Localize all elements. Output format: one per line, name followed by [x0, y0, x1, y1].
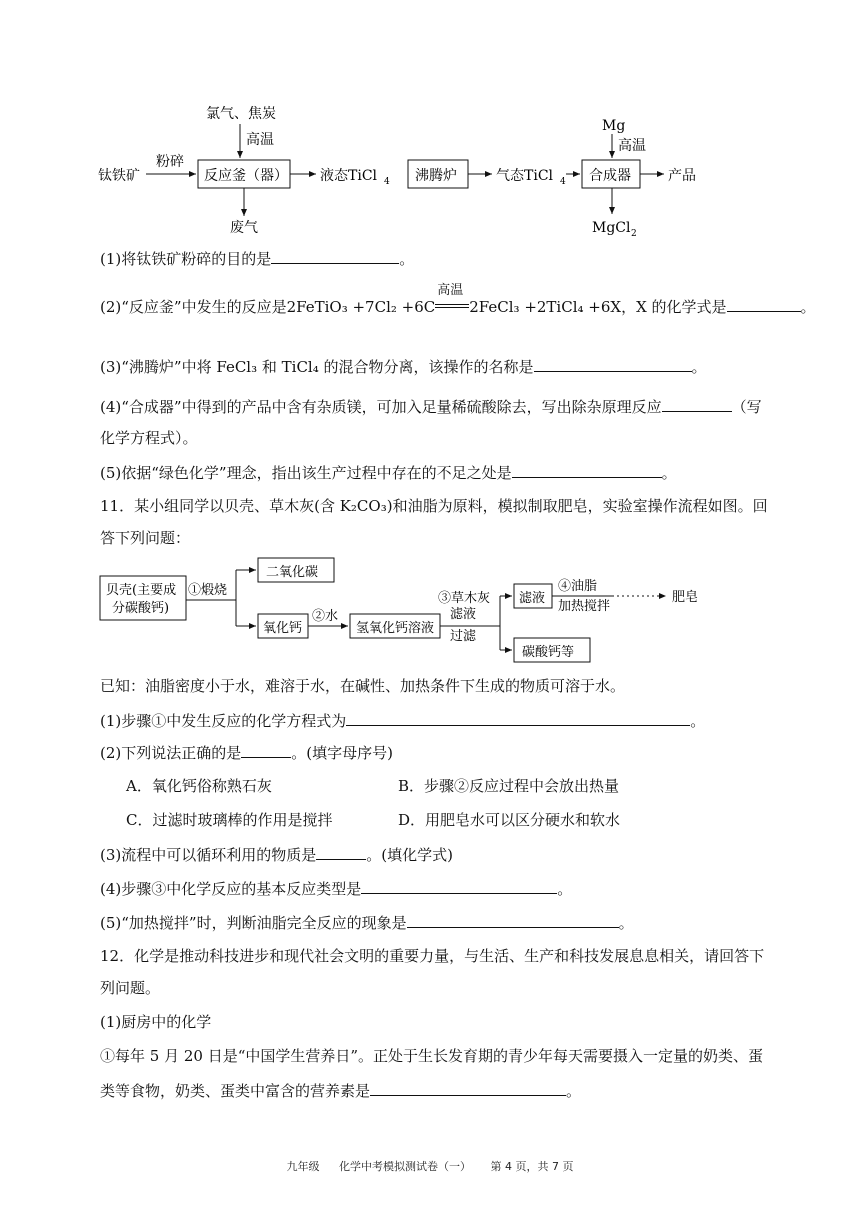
- co2-label: 二氧化碳: [266, 565, 319, 580]
- q10-p2-text: (2)“反应釜”中发生的反应是: [100, 298, 287, 316]
- q11-p4-blank[interactable]: [361, 878, 557, 894]
- q10-p1-blank[interactable]: [271, 248, 399, 264]
- q10-equation-left: 2FeTiO₃ +7Cl₂ +6C: [286, 298, 436, 316]
- q11-p5-text: (5)“加热搅拌”时，判断油脂完全反应的现象是: [100, 914, 407, 932]
- q12-intro-text: 12．化学是推动科技进步和现代社会文明的重要力量，与生活、生产和科技发展息息相关，请回答下: [100, 947, 765, 965]
- q11-part5: [100, 912, 634, 933]
- q11-intro-text: 11．某小组同学以贝壳、草木灰(含 K₂CO₃)和油脂为原料，模拟制取肥皂，实验室操作流程如图。回: [100, 497, 768, 515]
- q10-p5-text: (5)依据“绿色化学”理念，指出该生产过程中存在的不足之处是: [100, 464, 512, 482]
- shell-label-a: 贝壳(主要成: [106, 583, 177, 598]
- q12-sub1: [100, 1012, 211, 1032]
- shell-label-b: 分碳酸钙): [112, 601, 170, 616]
- q12-intro: [100, 946, 764, 966]
- q11-intro-cont: [100, 528, 190, 548]
- q10-p4-end: （写: [731, 398, 762, 416]
- mgcl2-sub: 2: [631, 229, 637, 239]
- q11-p3-blank[interactable]: [316, 844, 366, 860]
- synthesizer-label: 合成器: [589, 168, 631, 184]
- q12-intro-cont-text: 列问题。: [100, 979, 161, 997]
- crush-label: 粉碎: [156, 154, 184, 170]
- step4-label-b: 加热搅拌: [558, 599, 611, 614]
- q11-p4-text: (4)步骤③中化学反应的基本反应类型是: [100, 880, 362, 898]
- q11-p3-end: 。(填化学式): [366, 846, 453, 864]
- q11-p4-end: 。: [557, 880, 573, 898]
- q10-equation-condition: [435, 283, 469, 317]
- q12-p1-cont-text: 类等食物，奶类、蛋类中富含的营养素是: [100, 1082, 371, 1100]
- q10-p4-cont-text: 化学方程式）。: [100, 429, 198, 447]
- q10-part5: [100, 462, 677, 483]
- q11-p2-blank[interactable]: [241, 742, 291, 758]
- product-label: 产品: [668, 168, 696, 184]
- q10-part4-cont: [100, 428, 198, 448]
- reactor-label: 反应釜（器）: [204, 168, 288, 184]
- q12-part1: [100, 1046, 763, 1066]
- cao-label: 氧化钙: [263, 621, 303, 636]
- q11-part4: [100, 878, 572, 899]
- q10-p3-text: (3)“沸腾炉”中将 FeCl₃ 和 TiCl₄ 的混合物分离，该操作的名称是: [100, 358, 534, 376]
- q10-p1-end: 。: [399, 250, 415, 268]
- q11-p1-end: 。: [690, 712, 706, 730]
- step1-label: ①煅烧: [188, 583, 228, 598]
- soap-label: 肥皂: [672, 590, 699, 605]
- q12-intro-cont: [100, 978, 160, 998]
- q10-part3: [100, 356, 707, 377]
- step2-label: ②水: [312, 609, 339, 624]
- q10-part4: [100, 396, 762, 417]
- q10-p4-blank[interactable]: [662, 396, 732, 412]
- titanium-process-diagram: [90, 98, 710, 240]
- q12-p1-end: 。: [566, 1082, 582, 1100]
- q11-option-d[interactable]: D．用肥皂水可以区分硬水和软水: [398, 811, 621, 829]
- footer-grade: 九年级: [286, 1160, 320, 1173]
- footer-title: 化学中考模拟测试卷（一）: [339, 1160, 471, 1173]
- q10-p2-blank[interactable]: [727, 296, 801, 312]
- footer-page-number: 第 4 页，共 7 页: [490, 1160, 574, 1173]
- q10-p3-end: 。: [691, 358, 707, 376]
- caoh2-label: 氢氧化钙溶液: [356, 621, 435, 636]
- ore-label: 钛铁矿: [98, 168, 140, 184]
- q11-option-c[interactable]: C．过滤时玻璃棒的作用是搅拌: [126, 811, 333, 829]
- q10-p2-question: ，X 的化学式是: [621, 298, 727, 316]
- step4-label-a: ④油脂: [558, 579, 598, 594]
- q12-sub1-text: (1)厨房中的化学: [100, 1013, 212, 1031]
- q10-p1-text: (1)将钛铁矿粉碎的目的是: [100, 250, 272, 268]
- soap-process-diagram: [98, 556, 708, 666]
- liquid-ticl4-sub: 4: [384, 177, 390, 187]
- q11-p2-text: (2)下列说法正确的是: [100, 744, 242, 762]
- q12-p1-blank[interactable]: [370, 1080, 566, 1096]
- chlorine-coke-label: 氯气、焦炭: [206, 106, 276, 122]
- q10-p2-tail: 。: [800, 298, 816, 316]
- q11-p1-text: (1)步骤①中发生反应的化学方程式为: [100, 712, 347, 730]
- q12-part1-cont: [100, 1080, 581, 1101]
- q10-part1: [100, 248, 414, 269]
- q11-part3: [100, 844, 453, 865]
- waste-gas-label: 废气: [230, 220, 258, 236]
- liquid-ticl4-label: 液态TiCl: [320, 168, 378, 184]
- q11-known-text: 已知：油脂密度小于水，难溶于水，在碱性、加热条件下生成的物质可溶于水。: [100, 677, 626, 695]
- q10-p5-blank[interactable]: [512, 462, 662, 478]
- q11-p2-end: 。(填字母序号): [291, 744, 393, 762]
- q10-equation-right: 2FeCl₃ +2TiCl₄ +6X: [469, 298, 622, 316]
- q11-p1-blank[interactable]: [346, 710, 690, 726]
- step3-label-b: 滤液: [450, 607, 477, 622]
- q11-p5-blank[interactable]: [407, 912, 619, 928]
- q11-p3-text: (3)流程中可以循环利用的物质是: [100, 846, 317, 864]
- page-footer: [0, 1158, 860, 1174]
- filtrate-label: 滤液: [519, 591, 546, 606]
- q10-condition-text: 高温: [437, 283, 464, 298]
- q11-known: [100, 676, 625, 696]
- q10-p5-end: 。: [661, 464, 677, 482]
- boiler-label: 沸腾炉: [415, 168, 457, 184]
- q10-p4-text: (4)“合成器”中得到的产品中含有杂质镁，可加入足量稀硫酸除去，写出除杂原理反应: [100, 398, 662, 416]
- mgcl2-label: MgCl: [592, 220, 631, 236]
- q11-p5-end: 。: [618, 914, 634, 932]
- gas-ticl4-label: 气态TiCl: [496, 168, 554, 184]
- q11-part2: [100, 742, 393, 763]
- q12-p1-text: ①每年 5 月 20 日是“中国学生营养日”。正处于生长发育期的青少年每天需要摄入一定量的奶类、蛋: [100, 1047, 764, 1065]
- q11-part1: [100, 710, 705, 731]
- step3-label-a: ③草木灰: [438, 591, 491, 606]
- high-temp-label: 高温: [246, 132, 274, 148]
- q10-p3-blank[interactable]: [534, 356, 692, 372]
- q10-part2: [100, 283, 816, 317]
- q11-option-a[interactable]: A．氧化钙俗称熟石灰: [126, 777, 272, 795]
- caco3-label: 碳酸钙等: [522, 645, 575, 660]
- q11-option-b[interactable]: B．步骤②反应过程中会放出热量: [398, 777, 620, 795]
- step3-label-c: 过滤: [450, 629, 477, 644]
- gas-ticl4-sub: 4: [560, 177, 566, 187]
- q11-intro: [100, 496, 768, 516]
- q11-intro-cont-text: 答下列问题：: [100, 529, 191, 547]
- high-temp-label-2: 高温: [618, 138, 646, 154]
- mg-label: Mg: [602, 118, 626, 134]
